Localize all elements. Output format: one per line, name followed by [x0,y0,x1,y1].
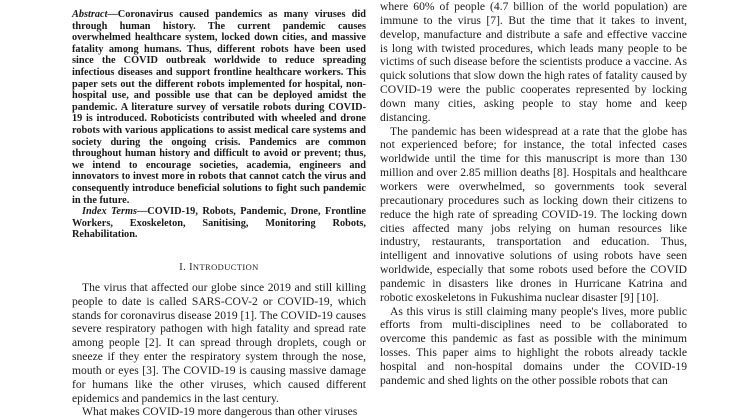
section-title-rest: NTRODUCTION [192,261,259,272]
index-terms-label: Index Terms [82,206,137,218]
abstract [72,0,366,206]
abstract-label: Abstract [72,9,108,20]
section-title-first: I [189,261,193,273]
right-column [380,0,687,388]
left-paragraph-2: What makes COVID-19 more dangerous than other viruses [82,405,358,419]
index-terms [72,206,366,241]
index-terms-text: —COVID-19, Robots, Pandemic, Drone, Frontline Workers, Exoskeleton, Sanitising, Monitoring Robots, Rehabilitation. [72,206,366,241]
section-heading [72,261,366,274]
right-paragraph-3: As this virus is still claiming many people's lives, more public efforts from multi-disciplines need to be collaborated to overcome this pandemic as fast as possible with the minimum losses. This paper aims to highlight the robots already tackle hospital and non-hospital domains under the COVID-19 pandemic and shed lights on the other possible robots that can [380,304,687,387]
right-paragraph-1: where 60% of people (4.7 billion of the world population) are immune to the virus [7]. But the time that it takes to invent, develop, manufacture and distribute a safe and effective vaccine is long with twisted procedures, which leads many people to be victims of such disease before the scientists produce a vaccine. As quick solutions that slow down the high rates of fatality caused by COVID-19 were the public cooperates represented by locking down many cities, asking people to stay home and keep distancing. [380,0,687,124]
left-column [72,0,366,419]
section-number: I. [179,261,187,273]
right-paragraph-2: The pandemic has been widespread at a rate that the globe has not experienced before; for instance, the total infected cases worldwide until the time for this manuscript is more than 130 million and over 2.85 million deaths [8]. Hospitals and healthcare workers were overwhelmed, so governments took several precautionary procedures such as locking down their citizens to reduce the high rate of spreading COVID-19. The locking down cities affected many jobs relying on human resources like industry, restaurants, transportation and education. Thus, intelligent and innovative solutions of using robots have seen worldwide, especially that some robots used before the COVID pandemic in disasters like drones in Hurricane Katrina and robotic exoskeletons in Fukushima nuclear disaster [9] [10]. [380,124,687,304]
abstract-text: —Coronavirus caused pandemics as many viruses did through human history. The current pandemic causes overwhelmed healthcare system, locked down cities, and massive fatality among humans. Thus, different robots have been used since the COVID outbreak worldwide to reduce spreading infectious diseases and support frontline healthcare workers. This paper sets out the different robots implemented for hospital, non-hospital use, and possible use that can be deployed amidst the pandemic. A literature survey of versatile robots during COVID-19 is introduced. Roboticists contributed with wheeled and drone robots with various applications to assist medical care systems and society during the ongoing crisis. Pandemics are common throughout human history and difficult to avoid or prevent; thus, we intend to encourage societies, academia, engineers and innovators to invest more in robots that cannot catch the virus and consequently introduce beneficial solutions to fight such pandemic in the future. [72,9,366,206]
left-paragraph-1: The virus that affected our globe since 2019 and still killing people to date is called SARS-COV-2 or COVID-19, which stands for coronavirus disease 2019 [1]. The COVID-19 causes severe respiratory pathogen with high fatality and spread rate among people [2]. It can spread through droplets, cough or sneeze if they enter the respiratory system through the nose, mouth or eyes [3]. The COVID-19 is causing massive damage for humans like the other viruses, which caused different epidemics and pandemics in the last century. [72,280,366,405]
